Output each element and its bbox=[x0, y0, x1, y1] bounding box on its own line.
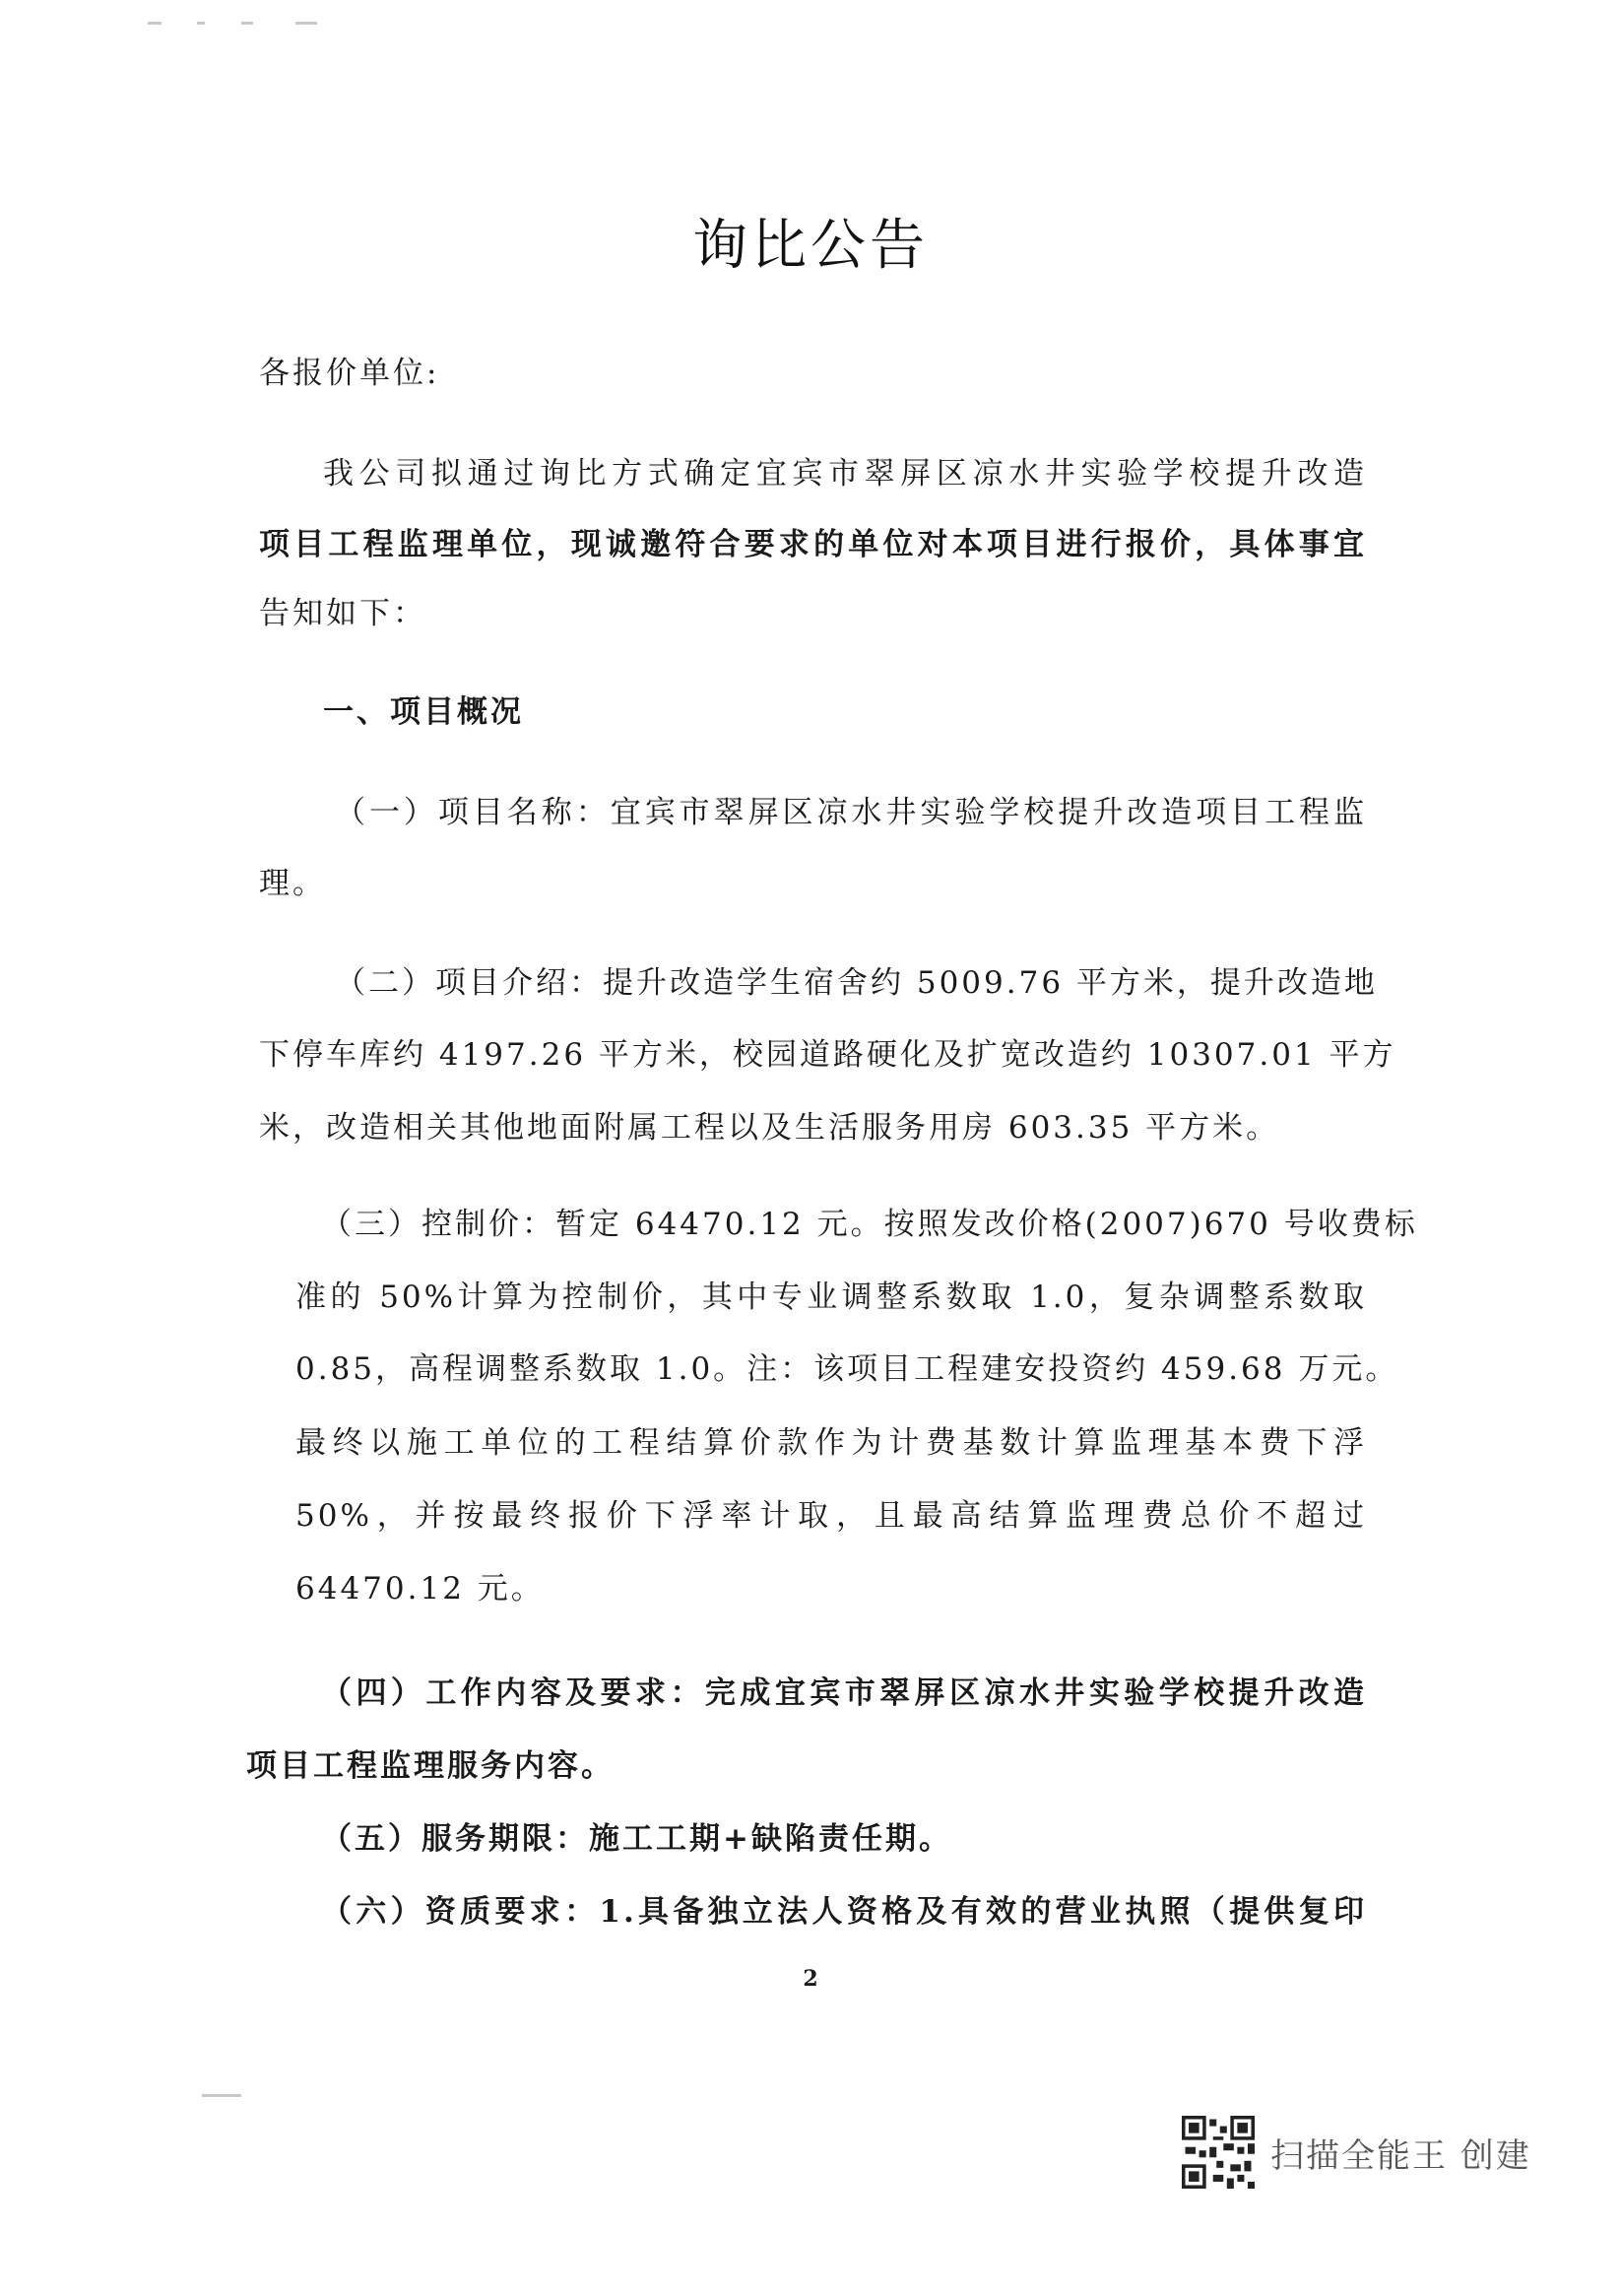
document-title: 询比公告 bbox=[692, 214, 929, 278]
item2-line-3: 米，改造相关其他地面附属工程以及生活服务用房 603.35 平方米。 bbox=[259, 1110, 1280, 1146]
salutation: 各报价单位: bbox=[259, 356, 440, 391]
scanner-watermark-text: 扫描全能王 创建 bbox=[1270, 2135, 1531, 2176]
intro-line-2: 项目工程监理单位，现诚邀符合要求的单位对本项目进行报价，具体事宜 bbox=[259, 527, 1367, 562]
scan-speck bbox=[148, 22, 162, 25]
item3-line-3: 0.85，高程调整系数取 1.0。注：该项目工程建安投资约 459.68 万元。 bbox=[295, 1351, 1399, 1387]
scanner-watermark bbox=[1182, 2116, 1531, 2189]
scan-speck bbox=[202, 2094, 241, 2097]
item3-line-4: 最终以施工单位的工程结算价款作为计费基数计算监理基本费下浮 bbox=[295, 1425, 1367, 1461]
page-number: 2 bbox=[803, 1966, 818, 1992]
item4-line-1: （四）工作内容及要求：完成宜宾市翠屏区凉水井实验学校提升改造 bbox=[321, 1675, 1367, 1711]
item4-line-2: 项目工程监理服务内容。 bbox=[246, 1748, 615, 1784]
intro-line-1: 我公司拟通过询比方式确定宜宾市翠屏区凉水井实验学校提升改造 bbox=[323, 456, 1367, 492]
item2-line-2: 下停车库约 4197.26 平方米，校园道路硬化及扩宽改造约 10307.01 平方 bbox=[259, 1037, 1396, 1073]
item1-line-2: 理。 bbox=[259, 866, 326, 901]
scan-speck bbox=[295, 22, 317, 25]
item3-line-6: 64470.12 元。 bbox=[295, 1571, 545, 1607]
qr-code-icon bbox=[1182, 2116, 1255, 2189]
item1-line-1: （一）项目名称：宜宾市翠屏区凉水井实验学校提升改造项目工程监 bbox=[335, 795, 1367, 830]
section-heading-overview: 一、项目概况 bbox=[323, 694, 524, 730]
item6-line: （六）资质要求：1.具备独立法人资格及有效的营业执照（提供复印 bbox=[321, 1894, 1367, 1930]
item5-line: （五）服务期限：施工工期+缺陷责任期。 bbox=[321, 1821, 952, 1857]
scan-speck bbox=[241, 22, 253, 25]
scan-speck bbox=[197, 22, 205, 25]
item3-line-1: （三）控制价：暂定 64470.12 元。按照发改价格(2007)670 号收费标 bbox=[321, 1207, 1418, 1242]
item3-line-5: 50%，并按最终报价下浮率计取，且最高结算监理费总价不超过 bbox=[295, 1498, 1367, 1534]
item2-line-1: （二）项目介绍：提升改造学生宿舍约 5009.76 平方米，提升改造地 bbox=[335, 965, 1378, 1001]
item3-line-2: 准的 50%计算为控制价，其中专业调整系数取 1.0，复杂调整系数取 bbox=[295, 1279, 1367, 1315]
intro-line-3: 告知如下： bbox=[259, 596, 426, 631]
